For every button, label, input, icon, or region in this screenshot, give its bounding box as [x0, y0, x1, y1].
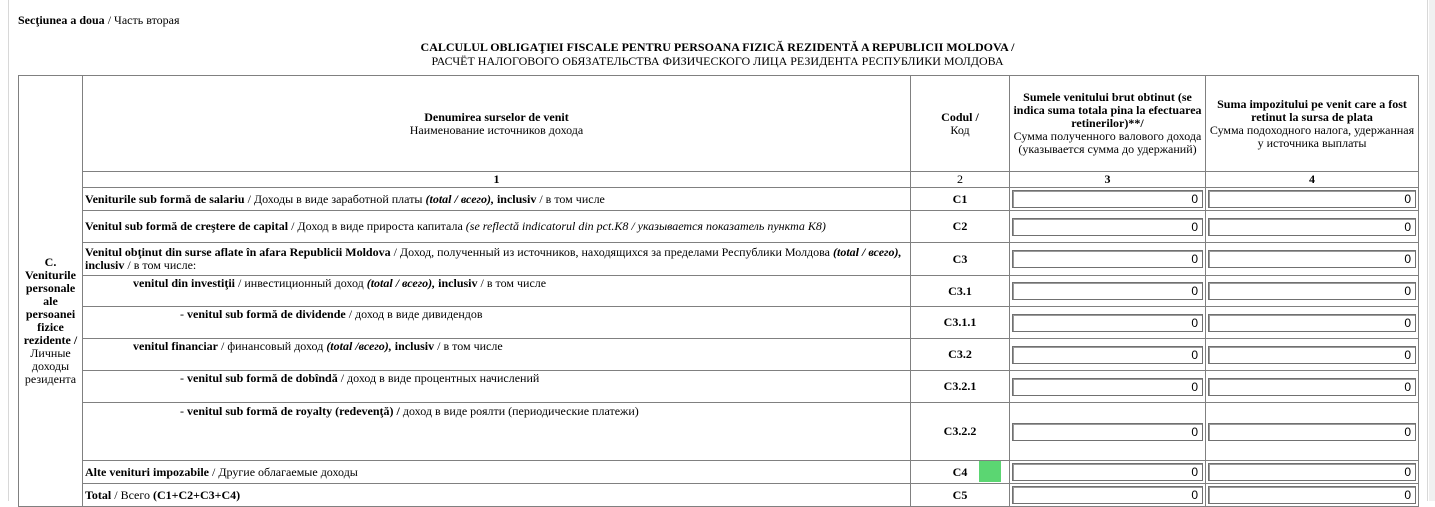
- row-label: venitul din investiţii / инвестиционный доход (total / всего), inclusiv / в том числе: [83, 276, 911, 307]
- row-label: - venitul sub formă de dividende / доход в виде дивидендов: [83, 307, 911, 339]
- row-label: - venitul sub formă de royalty (redevenţă) / доход в виде роялти (периодические платежи): [83, 403, 911, 461]
- table-row: [19, 484, 1419, 507]
- table-row: [19, 403, 1419, 461]
- table-row: [19, 211, 1419, 243]
- row-label: - venitul sub formă de dobîndă / доход в виде процентных начислений: [83, 371, 911, 403]
- table-row: [19, 188, 1419, 211]
- tax-amount-input[interactable]: 0: [1208, 250, 1416, 268]
- row-label: Venitul sub formă de creştere de capital / Доход в виде прироста капитала (se reflectă indicatorul din pct.K8 / указывается показатель пункта K8): [83, 211, 911, 243]
- gross-amount-input[interactable]: 0: [1012, 346, 1203, 364]
- gross-amount-input[interactable]: 0: [1012, 463, 1203, 481]
- col-header-gross: Sumele venitului brut obtinut (se indica suma totala pina la efectuarea retinerilor)**/ Сумма полученного валового дохода (указывается сумма до удержаний): [1010, 76, 1206, 172]
- gross-amount-input[interactable]: 0: [1012, 314, 1203, 332]
- table-row: [19, 243, 1419, 276]
- gross-amount-input[interactable]: 0: [1012, 190, 1203, 208]
- tax-amount-input[interactable]: 0: [1208, 282, 1416, 300]
- col-header-name: Denumirea surselor de venit Наименование источников дохода: [83, 76, 911, 172]
- row-code: C3: [911, 243, 1010, 276]
- row-code: C5: [911, 484, 1010, 507]
- section-heading: Secţiunea a doua / Часть вторая: [18, 13, 180, 27]
- column-number-row: 1 2 3 4: [19, 172, 1419, 188]
- income-table: [18, 75, 1419, 507]
- col-header-tax: Suma impozitului pe venit care a fost retinut la sursa de plata Сумма подоходного налога, удержанная у источника выплаты: [1206, 76, 1419, 172]
- table-row: [19, 339, 1419, 371]
- side-header: C. Veniturile personale ale persoanei fizice rezidente / Личные доходы резидента: [19, 76, 83, 507]
- gross-amount-input[interactable]: 0: [1012, 486, 1203, 504]
- row-code: C3.2.1: [911, 371, 1010, 403]
- tax-amount-input[interactable]: 0: [1208, 218, 1416, 236]
- tax-amount-input[interactable]: 0: [1208, 190, 1416, 208]
- row-label: Venitul obţinut din surse aflate în afara Republicii Moldova / Доход, полученный из источников, находящихся за пределами Республики Молдова (total / всего), inclusiv / в том числе:: [83, 243, 911, 276]
- row-label: venitul financiar / финансовый доход (total /всего), inclusiv / в том числе: [83, 339, 911, 371]
- row-code: C4: [911, 461, 1010, 484]
- table-row: [19, 461, 1419, 484]
- row-code: C3.2.2: [911, 403, 1010, 461]
- scrollbar[interactable]: [1429, 0, 1435, 501]
- table-row: [19, 371, 1419, 403]
- tax-amount-input[interactable]: 0: [1208, 423, 1416, 441]
- table-row: [19, 276, 1419, 307]
- row-label: Total / Всего (C1+C2+C3+C4): [83, 484, 911, 507]
- row-code: C3.2: [911, 339, 1010, 371]
- col-header-code: Codul / Код: [911, 76, 1010, 172]
- document-title: [0, 40, 1435, 68]
- header-row: [19, 76, 1419, 172]
- row-label: Alte venituri impozabile / Другие облагаемые доходы: [83, 461, 911, 484]
- status-marker: [979, 461, 1001, 482]
- row-code: C3.1.1: [911, 307, 1010, 339]
- tax-amount-input[interactable]: 0: [1208, 314, 1416, 332]
- gross-amount-input[interactable]: 0: [1012, 282, 1203, 300]
- row-code: C2: [911, 211, 1010, 243]
- title-ru: РАСЧЁТ НАЛОГОВОГО ОБЯЗАТЕЛЬСТВА ФИЗИЧЕСКОГО ЛИЦА РЕЗИДЕНТА РЕСПУБЛИКИ МОЛДОВА: [431, 54, 1004, 68]
- gross-amount-input[interactable]: 0: [1012, 423, 1203, 441]
- gross-amount-input[interactable]: 0: [1012, 378, 1203, 396]
- tax-amount-input[interactable]: 0: [1208, 463, 1416, 481]
- gross-amount-input[interactable]: 0: [1012, 218, 1203, 236]
- tax-amount-input[interactable]: 0: [1208, 378, 1416, 396]
- row-code: C1: [911, 188, 1010, 211]
- tax-amount-input[interactable]: 0: [1208, 486, 1416, 504]
- row-label: Veniturile sub formă de salariu / Доходы в виде заработной платы (total / всего), inclusiv / в том числе: [83, 188, 911, 211]
- row-code: C3.1: [911, 276, 1010, 307]
- gross-amount-input[interactable]: 0: [1012, 250, 1203, 268]
- table-row: [19, 307, 1419, 339]
- title-ro: CALCULUL OBLIGAŢIEI FISCALE PENTRU PERSOANA FIZICĂ REZIDENTĂ A REPUBLICII MOLDOVA /: [420, 40, 1015, 54]
- tax-amount-input[interactable]: 0: [1208, 346, 1416, 364]
